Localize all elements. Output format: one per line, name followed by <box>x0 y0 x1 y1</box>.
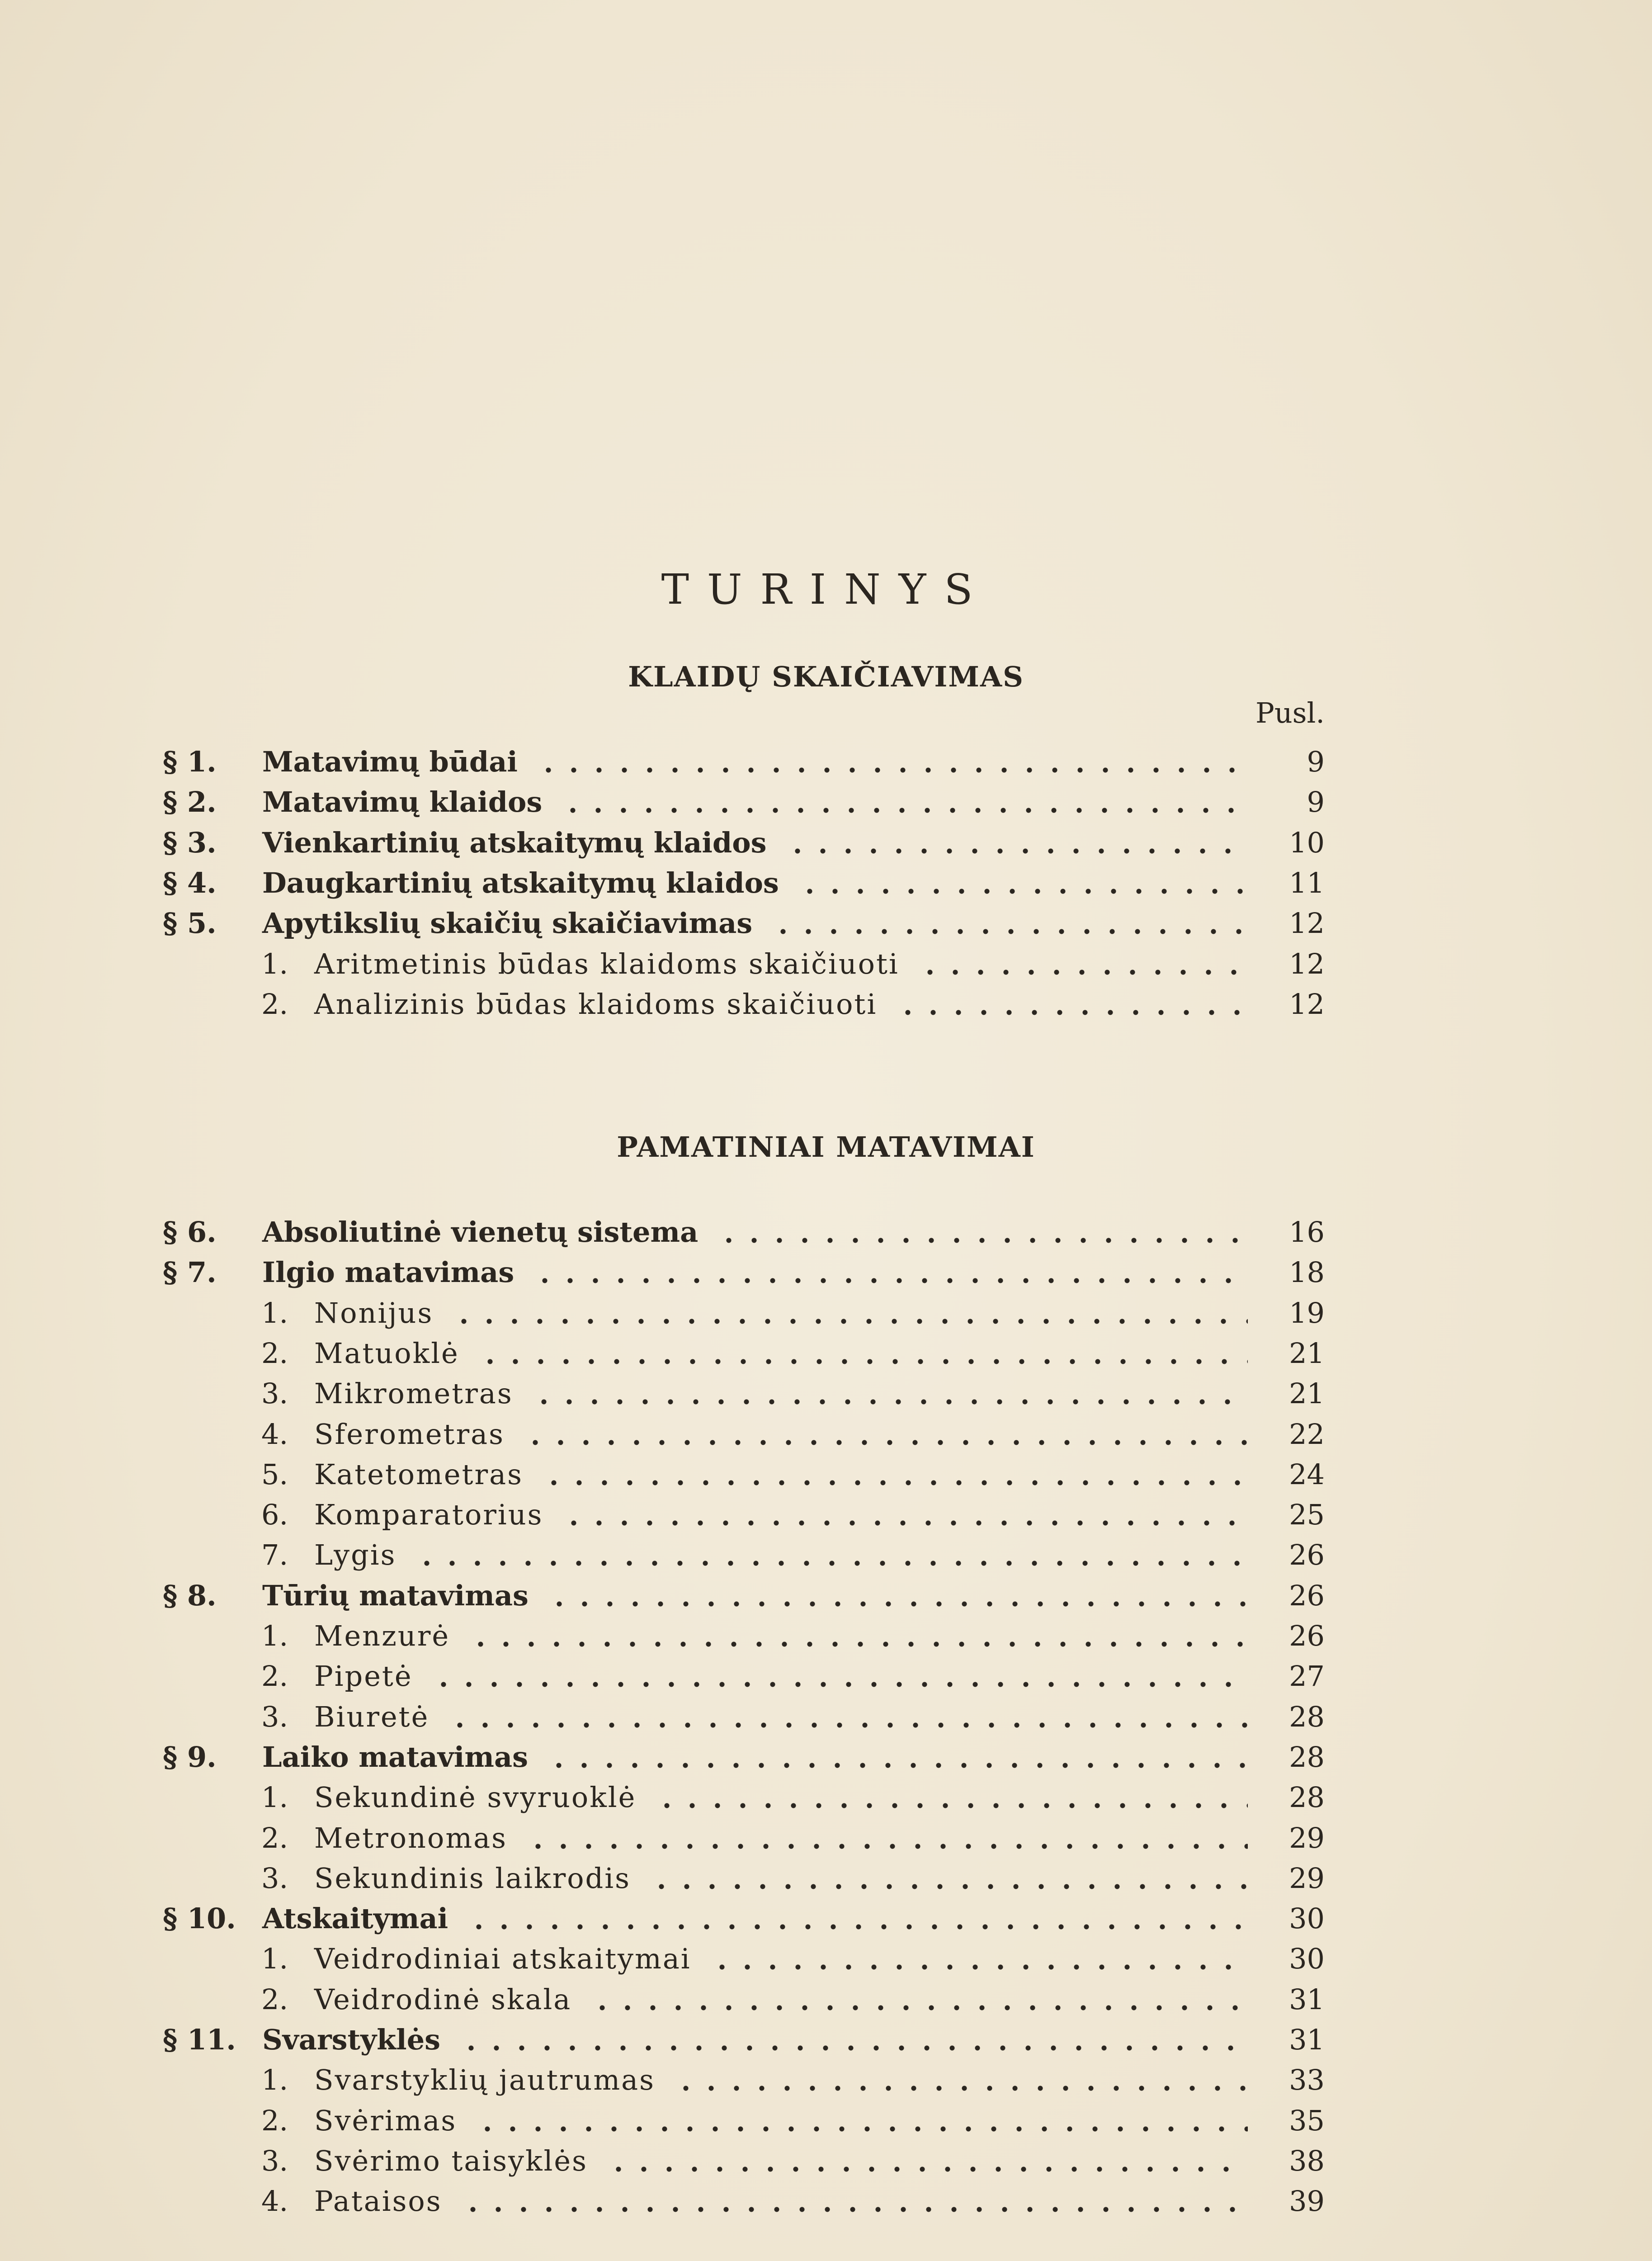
toc-entry-page: 10 <box>1289 826 1325 859</box>
toc-entry <box>0 1212 1652 1253</box>
toc-entry <box>0 944 1652 984</box>
dot-leader <box>770 903 1248 944</box>
toc-entry-number: 4. <box>261 2185 288 2218</box>
toc-entry-label: Apytikslių skaičių skaičiavimas <box>262 907 753 940</box>
dot-leader <box>447 1697 1248 1737</box>
toc-entry-label: Sekundinė svyruoklė <box>314 1781 637 1814</box>
toc-entry <box>0 1818 1652 1859</box>
dot-leader <box>525 1818 1248 1859</box>
dot-leader <box>547 1575 1248 1616</box>
dot-leader <box>649 1858 1248 1899</box>
toc-entry-number: § 4. <box>163 866 217 899</box>
dot-leader <box>475 2100 1248 2141</box>
toc-entry-label: Vienkartinių atskaitymų klaidos <box>262 826 767 859</box>
toc-entry-page: 12 <box>1289 987 1325 1021</box>
toc-entry <box>0 1616 1652 1656</box>
toc-entry-page: 11 <box>1289 866 1325 899</box>
toc-entry-number: § 7. <box>163 1256 217 1289</box>
page-column-header: Pusl. <box>1255 696 1325 729</box>
toc-entry-number: § 8. <box>163 1579 217 1612</box>
toc-entry-label: Svarstyklių jautrumas <box>314 2063 655 2097</box>
toc-entry-number: 1. <box>261 947 288 980</box>
dot-leader <box>458 2020 1248 2060</box>
dot-leader <box>431 1656 1248 1697</box>
toc-entry-label: Matuoklė <box>314 1336 459 1370</box>
toc-entry-label: Svėrimo taisyklės <box>314 2144 588 2177</box>
toc-entry-label: Sferometras <box>314 1417 505 1451</box>
toc-entry <box>0 2060 1652 2100</box>
toc-entry-number: 1. <box>261 1296 288 1329</box>
toc-entry <box>0 1333 1652 1374</box>
toc-entry-number: 2. <box>261 1336 288 1370</box>
toc-entry-page: 28 <box>1289 1740 1325 1774</box>
toc-entry-page: 26 <box>1289 1619 1325 1652</box>
toc-entry-number: § 11. <box>163 2023 236 2056</box>
toc-entry-page: 30 <box>1289 1902 1325 1935</box>
toc-entry <box>0 863 1652 903</box>
toc-entry <box>0 1858 1652 1899</box>
dot-leader <box>532 1252 1248 1293</box>
toc-entry-page: 29 <box>1289 1821 1325 1854</box>
dot-leader <box>451 1293 1248 1334</box>
toc-entry-page: 18 <box>1289 1256 1325 1289</box>
toc-entry-page: 35 <box>1289 2104 1325 2137</box>
toc-entry <box>0 823 1652 863</box>
toc-entry <box>0 2020 1652 2060</box>
toc-entry-page: 22 <box>1289 1417 1325 1451</box>
toc-entry-page: 28 <box>1289 1700 1325 1733</box>
dot-leader <box>546 1737 1248 1778</box>
dot-leader <box>673 2060 1248 2100</box>
toc-entry-label: Laiko matavimas <box>262 1740 529 1774</box>
toc-entry-label: Pataisos <box>314 2185 442 2218</box>
toc-entry-page: 21 <box>1289 1336 1325 1370</box>
page-title: TURINYS <box>661 565 991 614</box>
toc-entry-number: 2. <box>261 1821 288 1854</box>
toc-entry <box>0 1535 1652 1575</box>
dot-leader <box>561 1495 1248 1535</box>
toc-entry-page: 33 <box>1289 2063 1325 2097</box>
toc-entry-number: 3. <box>261 1377 288 1410</box>
dot-leader <box>460 2181 1248 2222</box>
dot-leader <box>654 1777 1248 1818</box>
toc-entry-page: 25 <box>1289 1498 1325 1532</box>
toc-entry-number: 6. <box>261 1498 288 1532</box>
dot-leader <box>709 1939 1248 1979</box>
dot-leader <box>560 782 1248 823</box>
toc-entry-number: § 10. <box>163 1902 236 1935</box>
toc-entry <box>0 1373 1652 1414</box>
toc-entry-label: Menzurė <box>314 1619 450 1652</box>
toc-entry <box>0 1737 1652 1778</box>
toc-entry-label: Matavimų klaidos <box>262 785 543 819</box>
toc-entry-page: 19 <box>1289 1296 1325 1329</box>
toc-entry-number: 5. <box>261 1457 288 1491</box>
toc-entry-number: § 5. <box>163 907 217 940</box>
toc-entry-number: § 2. <box>163 785 217 819</box>
toc-entry <box>0 2100 1652 2141</box>
section-heading-klaidu: KLAIDŲ SKAIČIAVIMAS <box>628 660 1024 693</box>
toc-entry-page: 29 <box>1289 1861 1325 1895</box>
toc-entry-page: 26 <box>1289 1579 1325 1612</box>
toc-entry-number: 3. <box>261 1861 288 1895</box>
toc-entry-page: 9 <box>1307 785 1325 819</box>
dot-leader <box>523 1414 1248 1455</box>
toc-entry-number: 2. <box>261 1660 288 1693</box>
toc-entry-page: 31 <box>1289 2023 1325 2056</box>
toc-entry-label: Biuretė <box>314 1700 430 1733</box>
toc-entry-number: 2. <box>261 2104 288 2137</box>
toc-entry-page: 12 <box>1289 907 1325 940</box>
toc-entry-label: Daugkartinių atskaitymų klaidos <box>262 866 779 899</box>
toc-entry-number: 2. <box>261 1982 288 2016</box>
dot-leader <box>716 1212 1248 1253</box>
toc-entry <box>0 2181 1652 2222</box>
toc-entry <box>0 1495 1652 1535</box>
toc-entry-label: Matavimų būdai <box>262 745 518 778</box>
toc-entry-label: Katetometras <box>314 1457 523 1491</box>
toc-entry-label: Ilgio matavimas <box>262 1256 514 1289</box>
toc-entry <box>0 1777 1652 1818</box>
toc-entry-page: 9 <box>1307 745 1325 778</box>
toc-entry-label: Atskaitymai <box>262 1902 448 1935</box>
dot-leader <box>590 1979 1248 2020</box>
toc-entry-label: Metronomas <box>314 1821 507 1854</box>
toc-entry-page: 28 <box>1289 1781 1325 1814</box>
toc-entry-page: 21 <box>1289 1377 1325 1410</box>
toc-entry <box>0 1414 1652 1455</box>
dot-leader <box>468 1616 1248 1656</box>
toc-entry <box>0 1939 1652 1979</box>
toc-entry-number: 1. <box>261 1781 288 1814</box>
section-heading-pamatiniai: PAMATINIAI MATAVIMAI <box>617 1130 1035 1164</box>
toc-entry-label: Absoliutinė vienetų sistema <box>262 1216 699 1249</box>
toc-entry-label: Veidrodinė skala <box>314 1982 572 2016</box>
dot-leader <box>895 984 1248 1025</box>
dot-leader <box>917 944 1248 984</box>
toc-entry-label: Nonijus <box>314 1296 434 1329</box>
toc-entry-page: 39 <box>1289 2185 1325 2218</box>
toc-entry-number: 1. <box>261 1619 288 1652</box>
dot-leader <box>536 742 1248 782</box>
toc-entry-page: 30 <box>1289 1942 1325 1976</box>
toc-entry-page: 27 <box>1289 1660 1325 1693</box>
toc-entry-label: Aritmetinis būdas klaidoms skaičiuoti <box>314 947 899 980</box>
toc-entry-page: 38 <box>1289 2144 1325 2177</box>
toc-entry <box>0 1898 1652 1939</box>
toc-entry <box>0 903 1652 944</box>
toc-entry <box>0 1656 1652 1697</box>
toc-entry-page: 31 <box>1289 1982 1325 2016</box>
dot-leader <box>541 1454 1248 1495</box>
toc-entry-number: 4. <box>261 1417 288 1451</box>
toc-entry-page: 12 <box>1289 947 1325 980</box>
dot-leader <box>531 1373 1248 1414</box>
toc-entry-label: Lygis <box>314 1538 396 1572</box>
toc-entry-number: § 1. <box>163 745 217 778</box>
toc-entry-page: 16 <box>1289 1216 1325 1249</box>
toc-entry-number: 2. <box>261 987 288 1021</box>
toc-entry-number: 3. <box>261 1700 288 1733</box>
toc-entry-number: § 3. <box>163 826 217 859</box>
toc-entry <box>0 1252 1652 1293</box>
toc-entry <box>0 2141 1652 2181</box>
dot-leader <box>414 1535 1248 1575</box>
toc-entry-number: 7. <box>261 1538 288 1572</box>
dot-leader <box>785 823 1248 863</box>
dot-leader <box>606 2141 1248 2181</box>
toc-entry-page: 24 <box>1289 1457 1325 1491</box>
dot-leader <box>466 1898 1248 1939</box>
toc-entry <box>0 782 1652 823</box>
dot-leader <box>797 863 1248 903</box>
toc-entry-label: Tūrių matavimas <box>262 1579 529 1612</box>
toc-entry <box>0 1979 1652 2020</box>
toc-entry-number: 1. <box>261 1942 288 1976</box>
toc-entry-label: Sekundinis laikrodis <box>314 1861 631 1895</box>
toc-entry-page: 26 <box>1289 1538 1325 1572</box>
toc-entry-number: § 9. <box>163 1740 217 1774</box>
toc-entry <box>0 1697 1652 1737</box>
dot-leader <box>477 1333 1248 1374</box>
toc-entry-number: 1. <box>261 2063 288 2097</box>
toc-entry <box>0 1293 1652 1334</box>
toc-entry-label: Pipetė <box>314 1660 413 1693</box>
toc-entry <box>0 1454 1652 1495</box>
toc-entry-label: Analizinis būdas klaidoms skaičiuoti <box>314 987 878 1021</box>
toc-entry <box>0 984 1652 1025</box>
toc-entry <box>0 1575 1652 1616</box>
toc-entry-label: Komparatorius <box>314 1498 543 1532</box>
toc-entry-label: Mikrometras <box>314 1377 513 1410</box>
toc-entry-label: Svarstyklės <box>262 2023 441 2056</box>
toc-entry-label: Veidrodiniai atskaitymai <box>314 1942 691 1976</box>
toc-entry-label: Svėrimas <box>314 2104 457 2137</box>
toc-entry-number: § 6. <box>163 1216 217 1249</box>
toc-entry <box>0 742 1652 782</box>
toc-entry-number: 3. <box>261 2144 288 2177</box>
